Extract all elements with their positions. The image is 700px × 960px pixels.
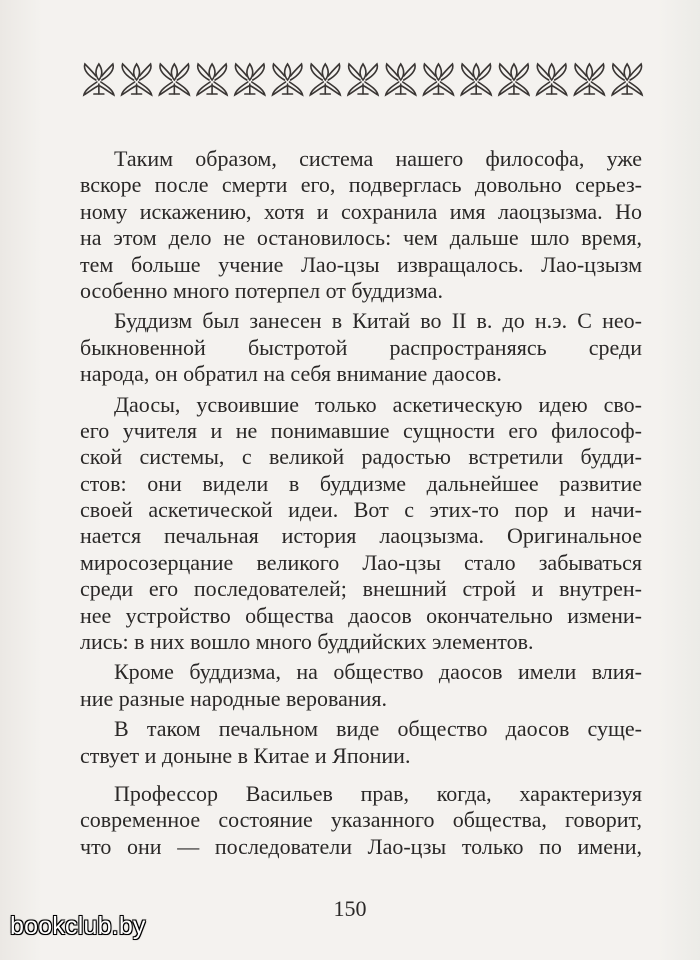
text-line: стов: они видели в буддизме дальнейшее развитие [80,470,642,496]
ornament-motif [461,64,491,95]
ornament-motif [273,64,303,95]
text-line: ному искажению, хотя и сохранила имя лаоцзызма. Но [80,198,642,224]
text-line: особенно много потерпел от буддизма. [80,277,443,303]
text-line: нее устройство общества даосов окончательно измени- [80,602,642,628]
text-line: на этом дело не остановилось: чем дальше шло время, [80,225,642,251]
ornament-motif [386,64,416,95]
text-line: своей аскетической идеи. Вот с этих-то пор и начи- [80,497,642,523]
text-line: быкновенной быстротой распространяясь среди [80,334,642,360]
text-line: В таком печальном виде общество даосов суще- [114,716,642,742]
text-line: вскоре после смерти его, подверглась довольно серьез- [80,172,642,198]
paragraph [80,781,642,860]
ornament-motif [235,64,265,95]
page-number: 150 [333,896,367,921]
text-line: его учителя и не понимавшие сущности его философ- [80,417,642,443]
text-line: ние разные народные верования. [80,685,388,711]
watermark-logo: bookclub.by [10,912,146,940]
text-line: нается печальная история лаоцзызма. Оригинальное [80,523,642,549]
ornament-motif [348,64,378,95]
text-line: Даосы, усвоившие только аскетическую идею сво- [114,391,642,417]
paragraph [80,146,642,304]
text-line: ской системы, с великой радостью встретили будди- [80,444,642,470]
text-line: ствует и доныне в Китае и Японии. [80,742,411,768]
text-line: тем больше учение Лао-цзы извращалось. Лао-цзызм [80,251,642,277]
text-line: Профессор Васильев прав, когда, характеризуя [114,780,642,806]
ornament-motif [423,64,453,95]
text-line: Таким образом, система нашего философа, уже [114,146,642,171]
paragraph [80,392,642,656]
ornament-motif [310,64,340,95]
ornament-motif [499,64,529,95]
paragraph [80,659,642,712]
text-line: миросозерцание великого Лао-цзы стало забываться [80,549,642,575]
paragraph [80,716,642,769]
text-line: современное состояние указанного общества, говорит, [80,807,642,833]
ornament-motif [84,64,114,95]
text-line: народа, он обратил на себя внимание даосов. [80,361,502,387]
text-line: среди его последователей; внешний строй и внутрен- [80,576,642,602]
ornament-motif [612,64,642,95]
ornament-motif [122,64,152,95]
text-line: Кроме буддизма, на общество даосов имели влия- [114,659,642,685]
ornament-motif [197,64,227,95]
text-line: что они — последователи Лао-цзы только по имени, [80,833,642,859]
ornament-motif [159,64,189,95]
text-line: лись: в них вошло много буддийских элементов. [80,629,534,655]
decorative-ornament-border [80,54,646,102]
ornament-motif [574,64,604,95]
paragraph [80,308,642,387]
body-text [80,146,642,860]
text-line: Буддизм был занесен в Китай во II в. до н.э. С нео- [114,308,642,334]
ornament-motif [537,64,567,95]
